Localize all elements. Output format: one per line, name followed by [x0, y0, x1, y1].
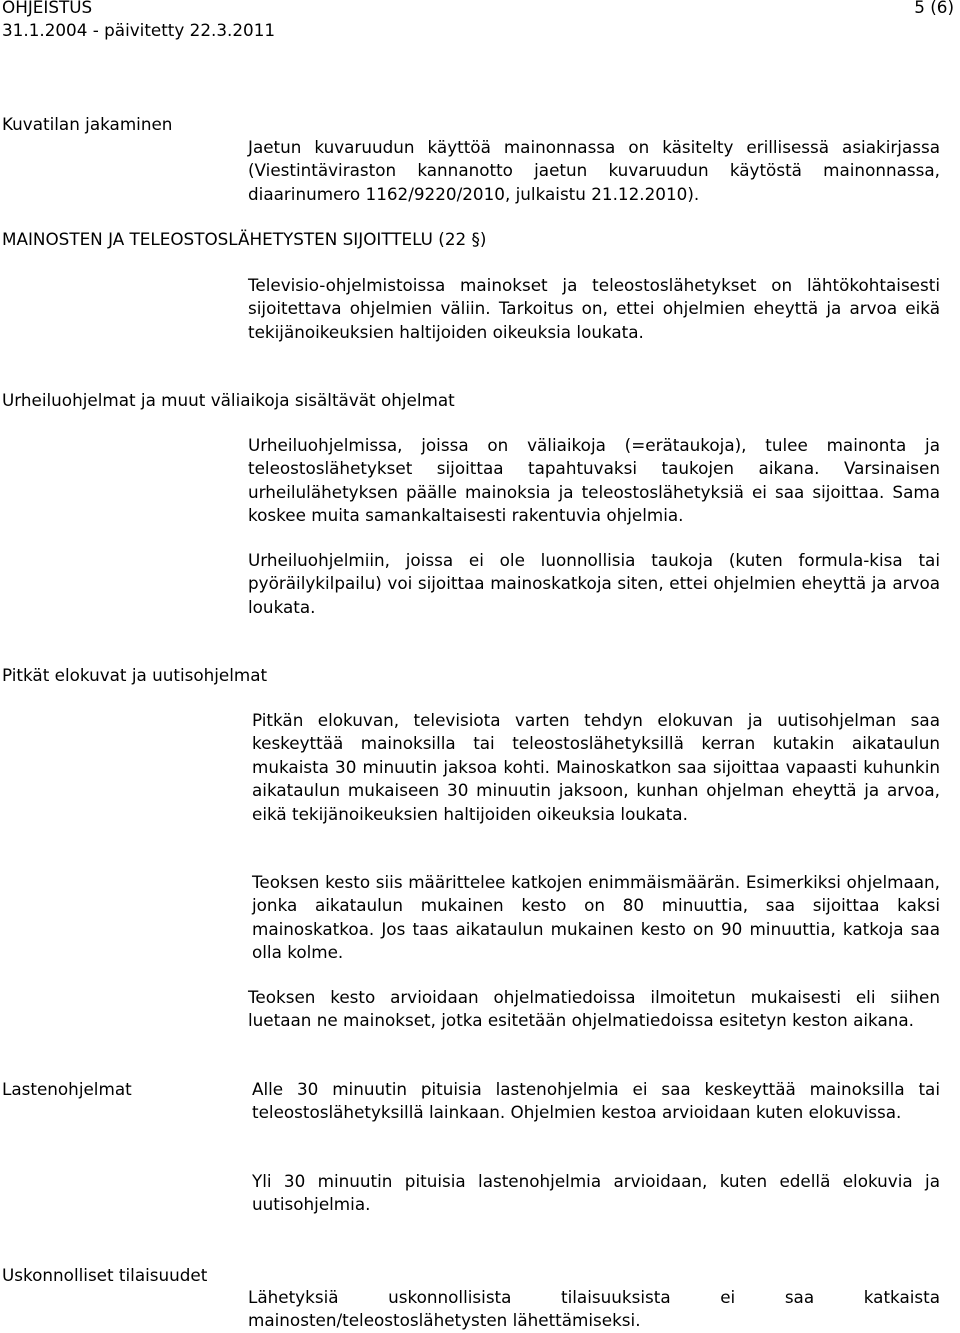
section-paragraph: Pitkän elokuvan, televisiota varten tehdyn elokuvan ja uutisohjelman saa keskeyttää mainoksilla tai teleostoslähetyksillä kerran kutakin aikataulun mukaista 30 minuutin jaksoa kohti. Mainoskatkon saa sijoittaa vapaasti kuhunkin aikataulun mukaiseen 30 minuutin jaksoon, kunhan ohjelman eheyttä ja arvoa, eikä tekijänoikeuksien haltijoiden oikeuksia loukata. — [252, 710, 940, 824]
section-heading: Lastenohjelmat — [2, 1079, 132, 1099]
page-number: 5 (6) — [914, 0, 954, 17]
document-type: OHJEISTUS — [2, 0, 93, 17]
section-paragraph: Urheiluohjelmissa, joissa on väliaikoja (=erätaukoja), tulee mainonta ja teleostoslähetykset sijoittaa tapahtuvaksi taukojen aikana. Varsinaisen urheilulähetyksen päälle mainoksia ja teleostoslähetyksiä ei saa sijoittaa. Sama koskee muita samankaltaisesti rakentuvia ohjelmia. — [248, 435, 940, 526]
section-heading: Pitkät elokuvat ja uutisohjelmat — [2, 665, 268, 685]
section-heading: Urheiluohjelmat ja muut väliaikoja sisältävät ohjelmat — [2, 390, 455, 410]
section-heading: MAINOSTEN JA TELEOSTOSLÄHETYSTEN SIJOITTELU (22 §) — [2, 229, 487, 249]
section-paragraph: Teoksen kesto arvioidaan ohjelmatiedoissa ilmoitetun mukaisesti eli siihen luetaan ne mainokset, jotka esitetään ohjelmatiedoissa esitetyn keston aikana. — [248, 987, 940, 1031]
section-paragraph: Lähetyksiä uskonnollisista tilaisuuksista ei saa katkaista mainosten/teleostoslähetysten lähettämiseksi. — [248, 1287, 940, 1331]
section-heading: Kuvatilan jakaminen — [2, 114, 173, 134]
section-paragraph: Teoksen kesto siis määrittelee katkojen enimmäismäärän. Esimerkiksi ohjelmaan, jonka aikataulun mukainen kesto on 80 minuuttia, saa sijoittaa kaksi mainoskatkoa. Jos taas aikataulun mukainen kesto on 90 minuuttia, katkoja saa olla kolme. — [252, 872, 940, 963]
section-paragraph: Televisio-ohjelmistoissa mainokset ja teleostoslähetykset on lähtökohtaisesti sijoitettava ohjelmien väliin. Tarkoitus on, ettei ohjelmien eheyttä ja arvoa eikä tekijänoikeuksien haltijoiden oikeuksia loukata. — [248, 275, 940, 342]
section-heading: Uskonnolliset tilaisuudet — [2, 1265, 208, 1285]
section-paragraph: Jaetun kuvaruudun käyttöä mainonnassa on käsitelty erillisessä asiakirjassa (Viestintäviraston kannanotto jaetun kuvaruudun käytöstä mainonnassa, diaarinumero 1162/9220/2010, julkaistu 21.12.2010). — [248, 137, 940, 204]
section-paragraph: Yli 30 minuutin pituisia lastenohjelmia arvioidaan, kuten edellä elokuvia ja uutisohjelmia. — [252, 1171, 940, 1215]
section-paragraph: Urheiluohjelmiin, joissa ei ole luonnollisia taukoja (kuten formula-kisa tai pyöräilykilpailu) voi sijoittaa mainoskatkoja siten, ettei ohjelmien eheyttä ja arvoa loukata. — [248, 550, 940, 617]
document-dates: 31.1.2004 - päivitetty 22.3.2011 — [2, 20, 276, 40]
section-paragraph: Alle 30 minuutin pituisia lastenohjelmia ei saa keskeyttää mainoksilla tai teleostoslähetyksillä lainkaan. Ohjelmien kestoa arvioidaan kuten elokuvissa. — [252, 1079, 940, 1123]
